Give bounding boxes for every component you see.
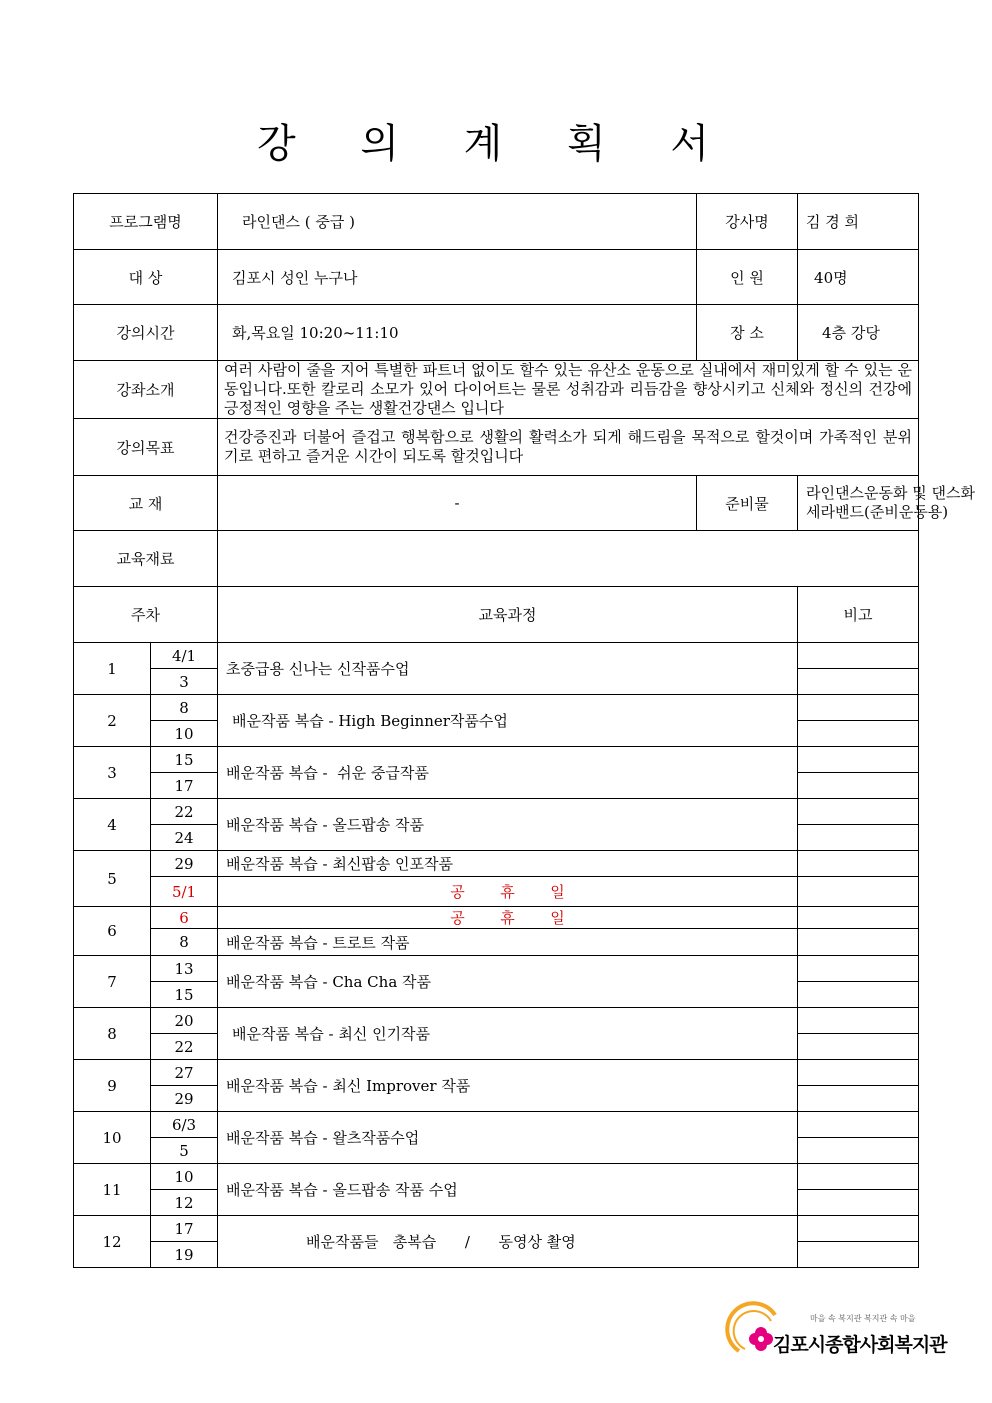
week-number: 9 [74, 1060, 151, 1112]
date-cell: 8 [151, 695, 218, 721]
instructor-label: 강사명 [697, 194, 798, 250]
page-title: 강 의 계 획 서 [256, 121, 736, 167]
note-cell [798, 1216, 919, 1242]
time-value: 화,목요일 10:20~11:10 [218, 305, 697, 361]
target-value: 김포시 성인 누구나 [218, 250, 697, 305]
course-content: 배운작품들 총복습 / 동영상 촬영 [218, 1216, 798, 1268]
note-cell [798, 1138, 919, 1164]
week-number: 4 [74, 799, 151, 851]
program-value: 라인댄스 ( 중급 ) [218, 194, 697, 250]
course-content: 배운작품 복습 - 올드팝송 작품 수업 [218, 1164, 798, 1216]
course-content: 배운작품 복습 - High Beginner작품수업 [218, 695, 798, 747]
count-value: 40명 [798, 250, 919, 305]
date-cell-holiday: 5/1 [151, 877, 218, 907]
note-cell [798, 1164, 919, 1190]
course-content: 배운작품 복습 - 최신팝송 인포작품 [218, 851, 798, 877]
note-cell [798, 956, 919, 982]
material-value [218, 531, 919, 587]
week-number: 2 [74, 695, 151, 747]
date-cell: 15 [151, 747, 218, 773]
prep-line-1: 라인댄스운동화 및 댄스화 [806, 484, 975, 502]
course-content: 배운작품 복습 - 왈츠작품수업 [218, 1112, 798, 1164]
prep-label: 준비물 [697, 476, 798, 531]
intro-value: 여러 사람이 줄을 지어 특별한 파트너 없이도 할수 있는 유산소 운동으로 실내에서 재미있게 할 수 있는 운동입니다.또한 칼로리 소모가 있어 다이어트는 물론 성취감과 리듬감을 향상시키고 신체와 정신의 건강에 긍정적인 영향을 주는 생활건강댄스 입니다 [218, 361, 919, 419]
week-number: 7 [74, 956, 151, 1008]
date-cell: 10 [151, 1164, 218, 1190]
textbook-value: - [218, 476, 697, 531]
date-cell: 17 [151, 773, 218, 799]
date-cell: 6/3 [151, 1112, 218, 1138]
week-number: 3 [74, 747, 151, 799]
course-content: 배운작품 복습 - 트로트 작품 [218, 929, 798, 956]
program-label: 프로그램명 [74, 194, 218, 250]
note-cell [798, 825, 919, 851]
date-cell: 4/1 [151, 643, 218, 669]
note-cell [798, 929, 919, 956]
note-cell [798, 669, 919, 695]
note-cell [798, 799, 919, 825]
intro-label: 강좌소개 [74, 361, 218, 419]
date-cell: 3 [151, 669, 218, 695]
date-cell: 22 [151, 799, 218, 825]
week-number: 1 [74, 643, 151, 695]
note-cell [798, 1060, 919, 1086]
week-number: 5 [74, 851, 151, 907]
material-label: 교육재료 [74, 531, 218, 587]
instructor-value: 김 경 희 [798, 194, 919, 250]
logo-name: 김포시종합사회복지관 [773, 1334, 947, 1356]
holiday-label: 공 휴 일 [218, 907, 798, 929]
week-number: 6 [74, 907, 151, 956]
note-cell [798, 982, 919, 1008]
date-cell: 29 [151, 851, 218, 877]
note-cell [798, 773, 919, 799]
note-cell [798, 1242, 919, 1268]
prep-value [798, 476, 975, 531]
note-cell [798, 695, 919, 721]
goal-label: 강의목표 [74, 419, 218, 476]
date-cell: 8 [151, 929, 218, 956]
course-content: 초중급용 신나는 신작품수업 [218, 643, 798, 695]
note-cell [798, 747, 919, 773]
course-content: 배운작품 복습 - 최신 인기작품 [218, 1008, 798, 1060]
note-cell [798, 721, 919, 747]
lecture-plan-table [73, 193, 975, 1268]
week-number: 10 [74, 1112, 151, 1164]
place-value: 4층 강당 [798, 305, 919, 361]
week-number: 11 [74, 1164, 151, 1216]
note-cell [798, 643, 919, 669]
note-cell [798, 1034, 919, 1060]
note-cell [798, 1086, 919, 1112]
logo-tagline: 마을 속 복지관 복지관 속 마을 [810, 1314, 916, 1323]
course-content: 배운작품 복습 - 쉬운 중급작품 [218, 747, 798, 799]
textbook-label: 교 재 [74, 476, 218, 531]
date-cell-holiday: 6 [151, 907, 218, 929]
date-cell: 27 [151, 1060, 218, 1086]
course-header: 교육과정 [218, 587, 798, 643]
note-cell [798, 877, 919, 907]
week-header: 주차 [74, 587, 218, 643]
note-cell [798, 1112, 919, 1138]
target-label: 대 상 [74, 250, 218, 305]
date-cell: 15 [151, 982, 218, 1008]
holiday-label: 공 휴 일 [218, 877, 798, 907]
date-cell: 22 [151, 1034, 218, 1060]
course-content: 배운작품 복습 - 최신 Improver 작품 [218, 1060, 798, 1112]
course-content: 배운작품 복습 - 올드팝송 작품 [218, 799, 798, 851]
date-cell: 20 [151, 1008, 218, 1034]
date-cell: 12 [151, 1190, 218, 1216]
note-cell [798, 907, 919, 929]
week-number: 8 [74, 1008, 151, 1060]
week-number: 12 [74, 1216, 151, 1268]
date-cell: 5 [151, 1138, 218, 1164]
course-content: 배운작품 복습 - Cha Cha 작품 [218, 956, 798, 1008]
prep-line-2: 세라밴드(준비운동용) [806, 503, 949, 521]
date-cell: 24 [151, 825, 218, 851]
time-label: 강의시간 [74, 305, 218, 361]
note-cell [798, 851, 919, 877]
place-label: 장 소 [697, 305, 798, 361]
date-cell: 17 [151, 1216, 218, 1242]
date-cell: 19 [151, 1242, 218, 1268]
date-cell: 10 [151, 721, 218, 747]
note-cell [798, 1190, 919, 1216]
goal-value: 건강증진과 더불어 즐겁고 행복함으로 생활의 활력소가 되게 해드림을 목적으로 할것이며 가족적인 분위기로 편하고 즐거운 시간이 되도록 할것입니다 [218, 419, 919, 476]
note-header: 비고 [798, 587, 919, 643]
date-cell: 13 [151, 956, 218, 982]
count-label: 인 원 [697, 250, 798, 305]
note-cell [798, 1008, 919, 1034]
date-cell: 29 [151, 1086, 218, 1112]
